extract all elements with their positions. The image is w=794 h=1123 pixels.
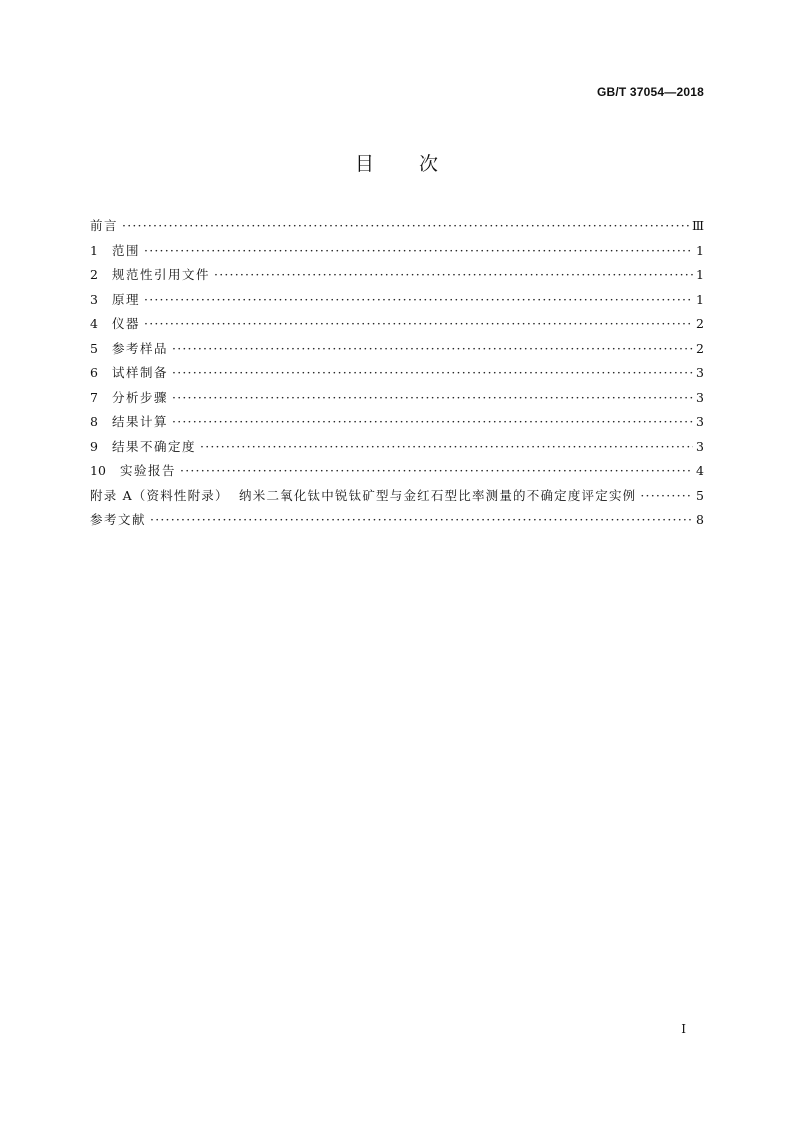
toc-entry-page: 8 — [696, 512, 704, 527]
toc-entry-normative-references[interactable] — [90, 265, 704, 290]
toc-entry-page: 4 — [696, 463, 704, 478]
toc-leader-dots — [144, 241, 693, 261]
toc-entry-instruments[interactable] — [90, 314, 704, 339]
toc-entry-number: 8 — [90, 414, 98, 429]
toc-leader-dots — [150, 510, 693, 530]
toc-leader-dots — [122, 216, 689, 236]
toc-entry-number: 6 — [90, 365, 98, 380]
toc-entry-number: 1 — [90, 242, 98, 258]
toc-entry-number: 9 — [90, 438, 98, 454]
toc-entry-annex-a[interactable] — [90, 486, 704, 511]
toc-leader-dots — [172, 363, 693, 383]
toc-title-part1: 目 — [354, 153, 375, 175]
toc-list — [90, 216, 704, 535]
toc-entry-label: 分析步骤 — [112, 389, 169, 405]
toc-leader-dots — [144, 314, 693, 334]
toc-entry-test-report[interactable] — [90, 461, 704, 486]
toc-entry-number: 7 — [90, 389, 98, 405]
toc-entry-label: 参考文献 — [90, 512, 147, 527]
toc-title-part2: 次 — [419, 153, 440, 175]
toc-leader-dots — [172, 412, 693, 432]
toc-entry-page: 2 — [696, 340, 704, 356]
toc-entry-page: 5 — [696, 487, 704, 503]
toc-entry-page: 3 — [696, 438, 704, 454]
toc-leader-dots — [200, 437, 693, 457]
toc-entry-label: 结果计算 — [112, 414, 169, 429]
toc-leader-dots — [640, 486, 693, 506]
toc-entry-label: 结果不确定度 — [112, 438, 197, 454]
toc-entry-label: 仪器 — [112, 316, 141, 331]
toc-entry-label: 前言 — [90, 218, 119, 233]
page-number: I — [681, 1022, 686, 1036]
toc-leader-dots — [144, 290, 693, 310]
toc-leader-dots — [214, 265, 693, 285]
toc-entry-page: 3 — [696, 365, 704, 380]
toc-entry-result-calculation[interactable] — [90, 412, 704, 437]
toc-entry-principle[interactable] — [90, 290, 704, 315]
toc-entry-number: 4 — [90, 316, 98, 331]
toc-entry-bibliography[interactable] — [90, 510, 704, 535]
toc-entry-reference-samples[interactable] — [90, 339, 704, 364]
standard-code: GB/T 37054—2018 — [596, 85, 704, 99]
toc-title — [0, 152, 794, 176]
toc-entry-label: 规范性引用文件 — [112, 267, 211, 282]
toc-entry-label: 原理 — [112, 291, 141, 307]
toc-entry-page: 1 — [696, 267, 704, 282]
toc-entry-number: 5 — [90, 340, 98, 356]
toc-entry-number: 3 — [90, 291, 98, 307]
toc-entry-sample-preparation[interactable] — [90, 363, 704, 388]
toc-entry-label: 参考样品 — [112, 340, 169, 356]
toc-entry-label: 范围 — [112, 242, 141, 258]
toc-entry-page: 1 — [696, 291, 704, 307]
toc-entry-uncertainty[interactable] — [90, 437, 704, 462]
toc-entry-label: 附录 A（资料性附录） 纳米二氧化钛中锐钛矿型与金红石型比率测量的不确定度评定实例 — [90, 487, 637, 503]
toc-entry-page: 3 — [696, 389, 704, 405]
toc-entry-page: 1 — [696, 242, 704, 258]
toc-entry-scope[interactable] — [90, 241, 704, 266]
toc-entry-number: 2 — [90, 267, 98, 282]
toc-entry-page: 2 — [696, 316, 704, 331]
toc-entry-label: 试样制备 — [112, 365, 169, 380]
toc-entry-label: 实验报告 — [120, 463, 177, 478]
toc-entry-analysis-steps[interactable] — [90, 388, 704, 413]
toc-entry-page: Ⅲ — [691, 218, 704, 233]
toc-entry-foreword[interactable] — [90, 216, 704, 241]
toc-leader-dots — [180, 461, 693, 481]
toc-leader-dots — [172, 388, 693, 408]
toc-leader-dots — [172, 339, 693, 359]
toc-entry-page: 3 — [696, 414, 704, 429]
toc-entry-number: 10 — [90, 463, 106, 478]
